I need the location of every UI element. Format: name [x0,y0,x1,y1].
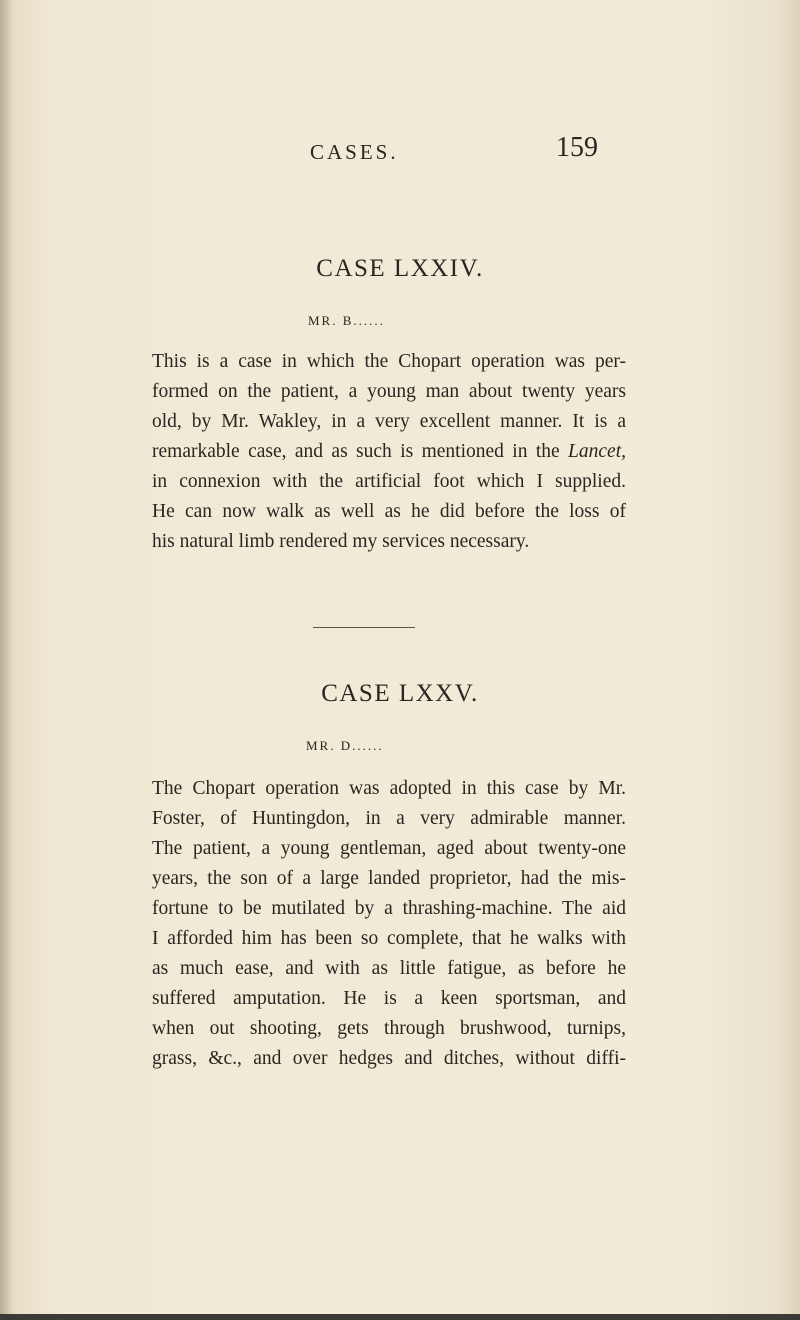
text-line: The patient, a young gentleman, aged about twenty-one [152,838,626,859]
section-divider [313,627,415,628]
case-body-lxxv [152,774,626,1074]
text-line: his natural limb rendered my services necessary. [152,531,530,552]
text-line: years, the son of a large landed proprietor, had the mis- [152,868,626,889]
text-line: I afforded him has been so complete, that he walks with [152,928,626,949]
running-head: CASES. [310,140,399,164]
text-line: Foster, of Huntingdon, in a very admirable manner. [152,808,626,829]
text-line: as much ease, and with as little fatigue, as before he [152,958,626,979]
text-line: This is a case in which the Chopart operation was per- [152,351,626,372]
case-patient-lxxiv: MR. B...... [308,313,385,328]
text-line: suffered amputation. He is a keen sportsman, and [152,988,626,1009]
page-bottom-edge [0,1314,800,1320]
case-body-lxxiv [152,347,626,557]
text-line: when out shooting, gets through brushwood, turnips, [152,1018,626,1039]
text-line: grass, &c., and over hedges and ditches, without diffi- [152,1048,626,1069]
text-line: He can now walk as well as he did before the loss of [152,501,626,522]
case-title-lxxv: CASE LXXV. [321,680,479,707]
page-gutter-shadow [0,0,12,1320]
text-line: old, by Mr. Wakley, in a very excellent manner. It is a [152,411,626,432]
text-line: The Chopart operation was adopted in this case by Mr. [152,778,626,799]
text-line: in connexion with the artificial foot which I supplied. [152,471,626,492]
text-line: fortune to be mutilated by a thrashing-machine. The aid [152,898,626,919]
case-title-lxxiv: CASE LXXIV. [316,255,484,282]
text-line-with-lancet: remarkable case, and as such is mentioned in the Lancet, [152,441,626,462]
text-line: formed on the patient, a young man about twenty years [152,381,626,402]
case-patient-lxxv: MR. D...... [306,738,384,753]
page-number: 159 [556,132,598,163]
